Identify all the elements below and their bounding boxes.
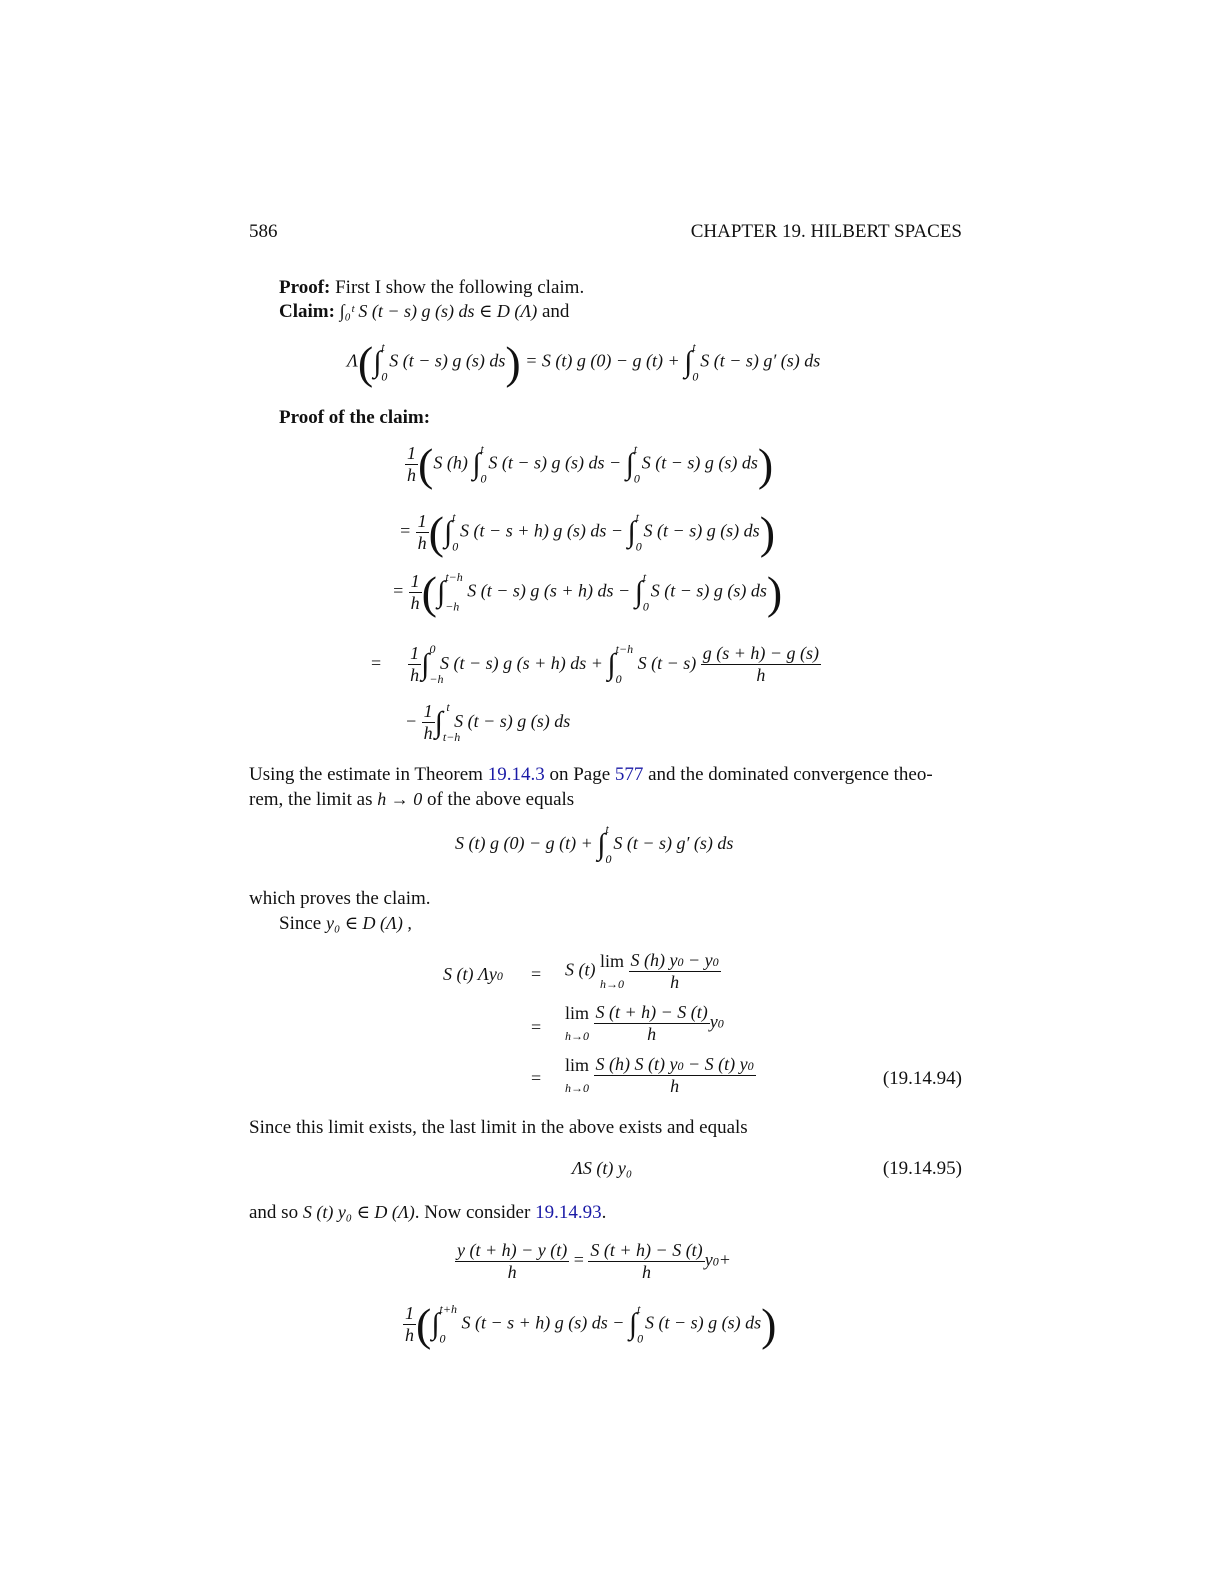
align-eq-1: = — [531, 964, 542, 984]
align-row-2: lim h→0 $\frac{S (t + h) - S (t)}{h}$ y0 — [565, 1002, 724, 1044]
derivation-line-2: = $\frac{1}{h}$ ($\int_0^t$ S (t − s + h) g (s) ds − $\int_0^t$ S (t − s) g (s) ds) — [399, 507, 776, 558]
and-so-line: and so S (t) y₀ ∈ D (Λ). Now consider 19.14.93. — [249, 1202, 607, 1223]
paragraph-limit-exists: Since this limit exists, the last limit in the above exists and equals — [249, 1117, 748, 1138]
derivation-line-3: = $\frac{1}{h}$ ($\int_{-h}^{t-h}$ S (t − s) g (s + h) ds − $\int_0^t$ S (t − s) g (s) ds) — [392, 567, 783, 618]
equation-link[interactable]: 19.14.93 — [535, 1202, 602, 1223]
since-line: Since y₀ ∈ D (Λ) , — [279, 913, 412, 934]
paragraph-estimate-line-1: Using the estimate in Theorem 19.14.3 on Page 577 and the dominated convergence theo- — [249, 764, 933, 785]
theorem-link[interactable]: 19.14.3 — [487, 764, 545, 785]
proves-claim-text: which proves the claim. — [249, 888, 431, 909]
proof-of-claim-heading: Proof of the claim: — [279, 407, 431, 428]
align-row-1: S (t) lim h→0 $\frac{S (h) y0 - y0}{h}$ — [565, 950, 719, 992]
derivation-line-4: = $\frac{1}{h}$ $\int_{-h}^0$ S (t − s) g (s + h) ds + $\int_0^{t-h}$ S (t − s) $\frac{g (s + h) - g (s)}{h}$ — [371, 642, 819, 686]
align-row-3: lim h→0 $\frac{S (h) S (t) y0 - S (t) y0}{h}$ — [565, 1054, 754, 1096]
derivation-line-5: − $\frac{1}{h}$ $\int_{t-h}^t$ S (t − s) g (s) ds — [405, 700, 571, 744]
page-link[interactable]: 577 — [614, 764, 644, 785]
proof-intro — [279, 276, 584, 300]
final-equation-line-2: $\frac{1}{h}$ ($\int_0^{t+h}$ S (t − s + h) g (s) ds − $\int_0^t$ S (t − s) g (s) ds) — [405, 1299, 777, 1350]
proof-label: Proof: — [279, 277, 331, 298]
align-eq-3: = — [531, 1068, 542, 1088]
equation-number-95: (19.14.95) — [882, 1158, 962, 1179]
page-number: 586 — [249, 221, 278, 242]
final-equation-line-1: $\frac{y (t + h) - y (t)}{h}$ = $\frac{S (t + h) - S (t)}{h}$ y0+ — [457, 1240, 731, 1282]
claim-label: Claim: — [279, 301, 335, 322]
paragraph-estimate-line-2: rem, the limit as h → 0 of the above equals — [249, 789, 575, 810]
align-eq-2: = — [531, 1017, 542, 1037]
limit-result-equation: S (t) g (0) − g $(t) + \int_0^t$ S (t − s) g′ (s) ds — [455, 822, 734, 866]
claim-and: and — [541, 301, 570, 322]
claim-equation: $\Lambda(\int_0^t$ S (t − s) g (s) ds) = S (t) g (0) − g $(t) + \int_0^t$ S (t − s) g′ (s) ds — [347, 337, 821, 388]
align-lhs: S (t) Λy0 — [443, 964, 503, 984]
claim-expression: ∫₀ᵗ S (t − s) g (s) ds ∈ D (Λ) — [339, 301, 538, 321]
claim-line — [279, 299, 569, 324]
equation-number-94: (19.14.94) — [882, 1068, 962, 1089]
lambda-expression: ΛS (t) y₀ — [572, 1158, 633, 1178]
running-title: CHAPTER 19. HILBERT SPACES — [690, 221, 962, 242]
proof-text: First I show the following claim. — [335, 277, 585, 298]
derivation-line-1: $\frac{1}{h}$ (S (h) $\int_0^t$ S (t − s) g (s) ds − $\int_0^t$ S (t − s) g (s) ds) — [407, 439, 774, 490]
